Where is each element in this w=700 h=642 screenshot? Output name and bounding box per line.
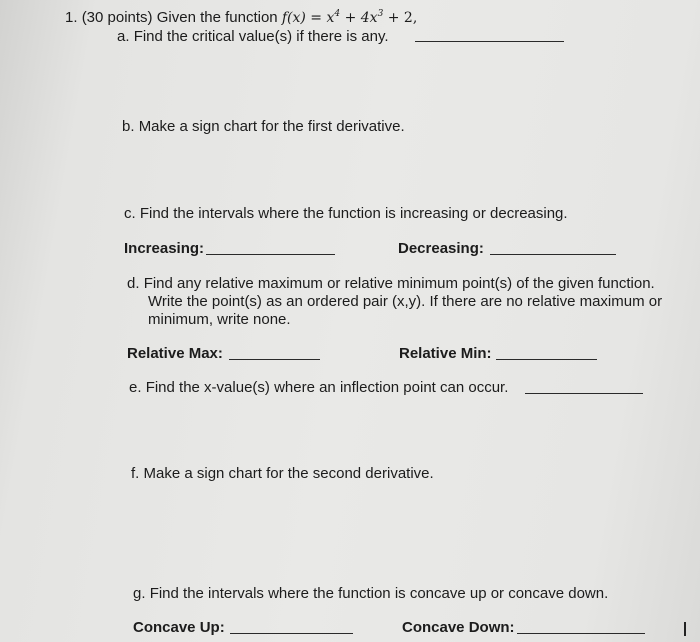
- function-term2-exponent: 3: [377, 9, 384, 19]
- question-number: 1.: [65, 9, 78, 26]
- part-g: [133, 585, 608, 603]
- part-g-text: Find the intervals where the function is concave up or concave down.: [149, 585, 609, 602]
- increasing-answer-line[interactable]: [206, 254, 335, 255]
- part-d-letter: d.: [127, 275, 140, 292]
- part-d-line3: minimum, write none.: [148, 311, 291, 328]
- part-f-letter: f.: [131, 465, 140, 482]
- function-term1-base: x: [326, 10, 335, 26]
- part-g-letter: g.: [133, 585, 146, 602]
- part-e-letter: e.: [129, 379, 142, 396]
- part-d: [127, 275, 655, 293]
- question-header: [65, 9, 417, 27]
- part-e-text: Find the x-value(s) where an inflection point can occur.: [145, 379, 509, 396]
- part-b-letter: b.: [122, 118, 135, 135]
- function-plus: +: [344, 10, 357, 26]
- part-f: [131, 465, 434, 483]
- part-b: [122, 118, 405, 136]
- part-e-answer-line[interactable]: [525, 393, 643, 394]
- decreasing-label: Decreasing:: [398, 240, 484, 257]
- relative-max-answer-line[interactable]: [229, 359, 320, 360]
- part-a-letter: a.: [117, 28, 130, 45]
- relative-min-label: Relative Min:: [399, 345, 492, 362]
- concave-down-label: Concave Down:: [402, 619, 515, 636]
- edge-mark: [684, 622, 686, 636]
- decreasing-answer-line[interactable]: [490, 254, 616, 255]
- concave-up-answer-line[interactable]: [230, 633, 353, 634]
- part-e: [129, 379, 508, 397]
- increasing-label: Increasing:: [124, 240, 205, 257]
- part-d-line1: Find any relative maximum or relative minimum point(s) of the given function.: [143, 275, 655, 292]
- function-equals: =: [310, 10, 323, 26]
- relative-min-answer-line[interactable]: [496, 359, 597, 360]
- part-c-letter: c.: [124, 205, 136, 222]
- concave-down-answer-line[interactable]: [517, 633, 645, 634]
- part-d-line2: Write the point(s) as an ordered pair (x,y). If there are no relative maximum or: [148, 293, 663, 310]
- part-a: [117, 28, 389, 46]
- part-a-text: Find the critical value(s) if there is any.: [133, 28, 389, 45]
- relative-max-label: Relative Max:: [127, 345, 223, 362]
- part-a-answer-line[interactable]: [415, 41, 564, 42]
- part-c: [124, 205, 568, 223]
- function-expression: [282, 10, 417, 26]
- function-term1-exponent: 4: [334, 9, 341, 19]
- function-constant: + 2,: [387, 10, 418, 26]
- part-b-text: Make a sign chart for the first derivative.: [138, 118, 405, 135]
- part-f-text: Make a sign chart for the second derivative.: [143, 465, 434, 482]
- question-intro: (30 points) Given the function: [81, 9, 278, 26]
- concave-up-label: Concave Up:: [133, 619, 225, 636]
- function-term2-base: 4x: [360, 10, 378, 26]
- part-c-text: Find the intervals where the function is increasing or decreasing.: [139, 205, 568, 222]
- function-lhs: f(x): [281, 10, 306, 26]
